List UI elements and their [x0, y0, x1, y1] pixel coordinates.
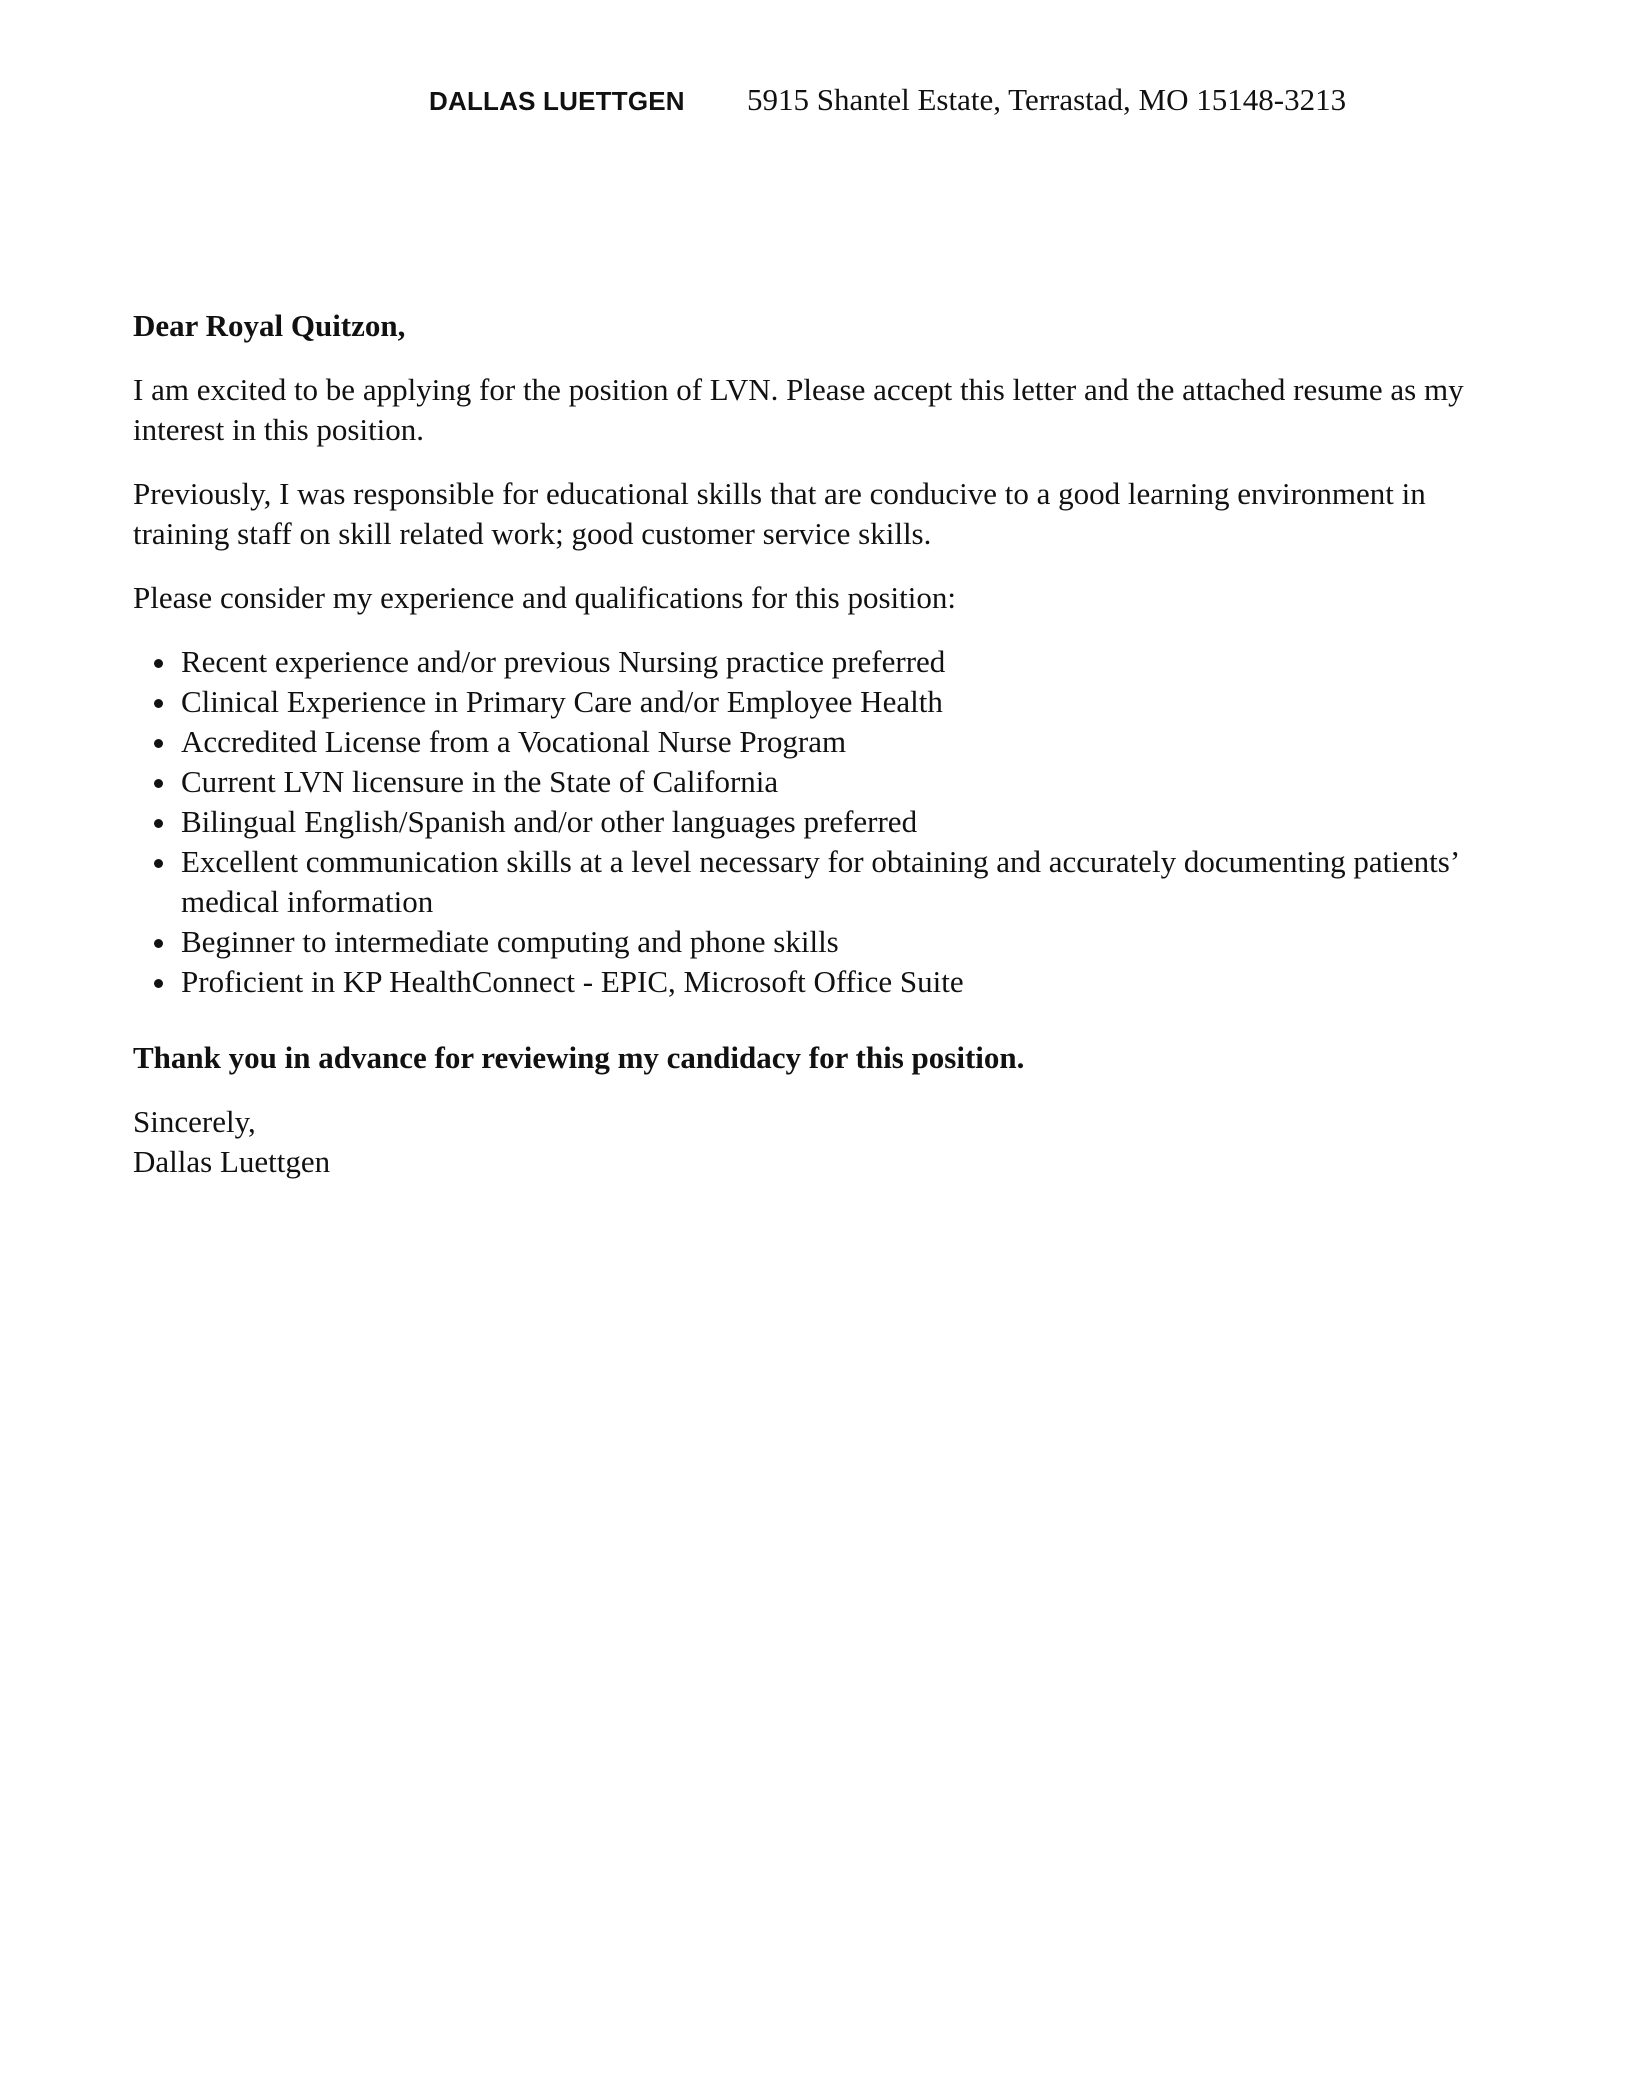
list-item: Accredited License from a Vocational Nurse Program — [133, 722, 1483, 762]
signature-name: Dallas Luettgen — [133, 1144, 331, 1179]
letter-body — [133, 306, 1483, 1182]
experience-paragraph: Previously, I was responsible for educational skills that are conducive to a good learning environment in training staff on skill related work; good customer service skills. — [133, 476, 1426, 551]
qualifications-intro: Please consider my experience and qualifications for this position: — [133, 580, 956, 615]
sender-address: 5915 Shantel Estate, Terrastad, MO 15148-3213 — [747, 82, 1347, 117]
intro-paragraph: I am excited to be applying for the position of LVN. Please accept this letter and the attached resume as my interest in this position. — [133, 372, 1464, 447]
qualifications-list — [133, 642, 1483, 1002]
list-item: Excellent communication skills at a level necessary for obtaining and accurately documenting patients’ medical information — [133, 842, 1483, 922]
closing: Sincerely, — [133, 1104, 256, 1139]
letter-header — [0, 82, 1632, 122]
thanks-statement: Thank you in advance for reviewing my candidacy for this position. — [133, 1040, 1025, 1075]
sender-name: DALLAS LUETTGEN — [429, 86, 685, 116]
list-item: Recent experience and/or previous Nursing practice preferred — [133, 642, 1483, 682]
list-item: Proficient in KP HealthConnect - EPIC, Microsoft Office Suite — [133, 962, 1483, 1002]
list-item: Beginner to intermediate computing and phone skills — [133, 922, 1483, 962]
list-item: Clinical Experience in Primary Care and/or Employee Health — [133, 682, 1483, 722]
salutation: Dear Royal Quitzon, — [133, 308, 406, 343]
list-item: Bilingual English/Spanish and/or other languages preferred — [133, 802, 1483, 842]
list-item: Current LVN licensure in the State of California — [133, 762, 1483, 802]
